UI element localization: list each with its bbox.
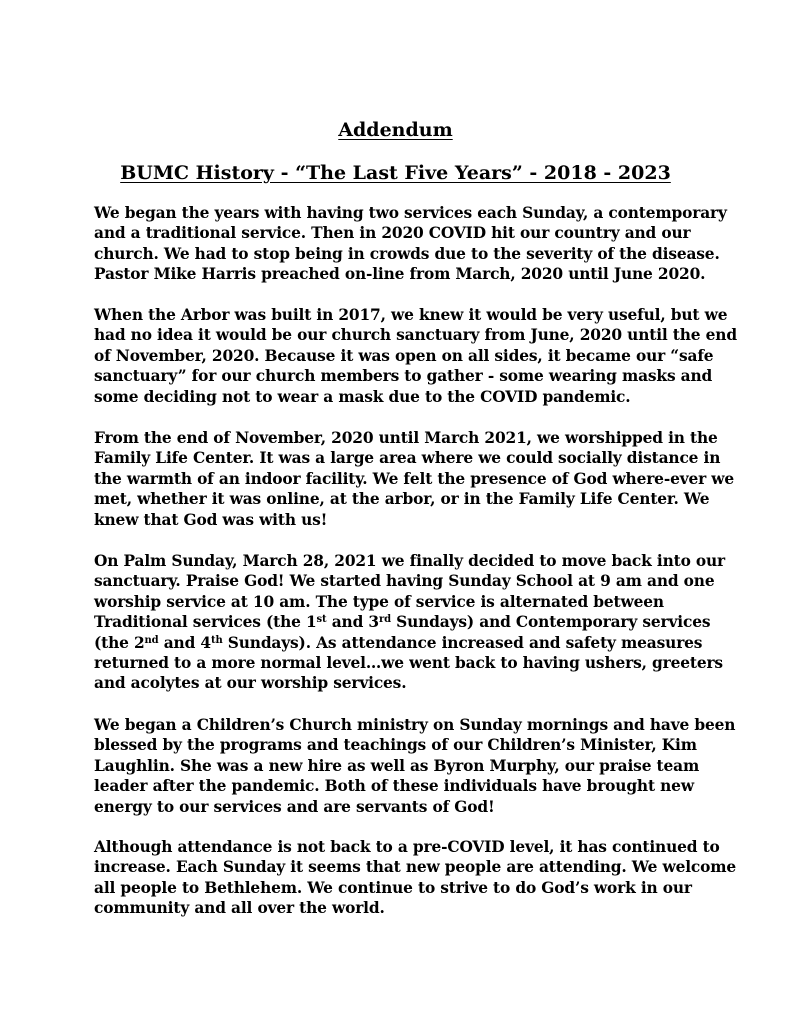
text-line: From the end of November, 2020 until March 2021, we worshipped in the: [94, 429, 718, 447]
text-segment: Sundays) and Contemporary services: [390, 613, 711, 632]
paragraph-4: [94, 551, 726, 694]
text-segment: and 3: [326, 613, 379, 632]
text-line: knew that God was with us!: [94, 510, 328, 529]
paragraph-3: [94, 428, 735, 530]
ordinal-suffix: st: [316, 614, 327, 626]
text-line: When the Arbor was built in 2017, we knew it would be very useful, but we: [94, 306, 728, 324]
text-line: blessed by the programs and teachings of our Children’s Minister, Kim: [94, 736, 697, 755]
text-line: all people to Bethlehem. We continue to strive to do God’s work in our: [94, 878, 692, 897]
text-line: We began the years with having two services each Sunday, a contemporary: [94, 204, 727, 222]
text-line: sanctuary” for our church members to gather - some wearing masks and: [94, 367, 713, 386]
text-line: the warmth of an indoor facility. We felt the presence of God where-ever we: [94, 469, 735, 488]
paragraph-1: [94, 203, 727, 285]
text-line: sanctuary. Praise God! We started having Sunday School at 9 am and one: [94, 572, 715, 591]
text-line: returned to a more normal level…we went back to having ushers, greeters: [94, 654, 723, 673]
text-segment: and 4: [158, 633, 211, 652]
text-line: and a traditional service. Then in 2020 COVID hit our country and our: [94, 224, 691, 243]
text-line: met, whether it was online, at the arbor, or in the Family Life Center. We: [94, 490, 710, 509]
paragraph-2: [94, 305, 737, 407]
text-segment: Traditional services (the 1: [94, 613, 317, 632]
text-segment: Sundays). As attendance increased and safety measures: [222, 633, 703, 652]
ordinal-suffix: nd: [144, 634, 159, 646]
text-segment: (the 2: [94, 633, 145, 652]
text-line: energy to our services and are servants of God!: [94, 797, 495, 816]
text-line: increase. Each Sunday it seems that new people are attending. We welcome: [94, 858, 737, 877]
document-subtitle: BUMC History - “The Last Five Years” - 2018 - 2023: [120, 162, 671, 184]
text-line-with-ordinals: [94, 633, 704, 653]
ordinal-suffix: th: [210, 634, 223, 646]
text-line: leader after the pandemic. Both of these individuals have brought new: [94, 777, 694, 796]
text-line: Although attendance is not back to a pre-COVID level, it has continued to: [94, 838, 720, 856]
text-line: Family Life Center. It was a large area where we could socially distance in: [94, 449, 721, 468]
text-line: Laughlin. She was a new hire as well as Byron Murphy, our praise team: [94, 756, 700, 775]
paragraph-5: [94, 715, 736, 817]
text-line: church. We had to stop being in crowds due to the severity of the disease.: [94, 244, 720, 263]
text-line: of November, 2020. Because it was open on all sides, it became our “safe: [94, 346, 714, 365]
text-line: and acolytes at our worship services.: [94, 674, 407, 693]
text-line: On Palm Sunday, March 28, 2021 we finally decided to move back into our: [94, 552, 726, 570]
text-line: community and all over the world.: [94, 899, 385, 918]
text-line: worship service at 10 am. The type of service is alternated between: [94, 592, 664, 611]
document-title: Addendum: [338, 119, 453, 141]
text-line: We began a Children’s Church ministry on Sunday mornings and have been: [94, 716, 736, 734]
text-line-with-ordinals: [94, 612, 711, 632]
text-line: had no idea it would be our church sanctuary from June, 2020 until the end: [94, 326, 737, 345]
paragraph-6: [94, 837, 737, 919]
text-line: some deciding not to wear a mask due to the COVID pandemic.: [94, 387, 631, 406]
text-line: Pastor Mike Harris preached on-line from March, 2020 until June 2020.: [94, 265, 706, 284]
ordinal-suffix: rd: [378, 614, 391, 626]
